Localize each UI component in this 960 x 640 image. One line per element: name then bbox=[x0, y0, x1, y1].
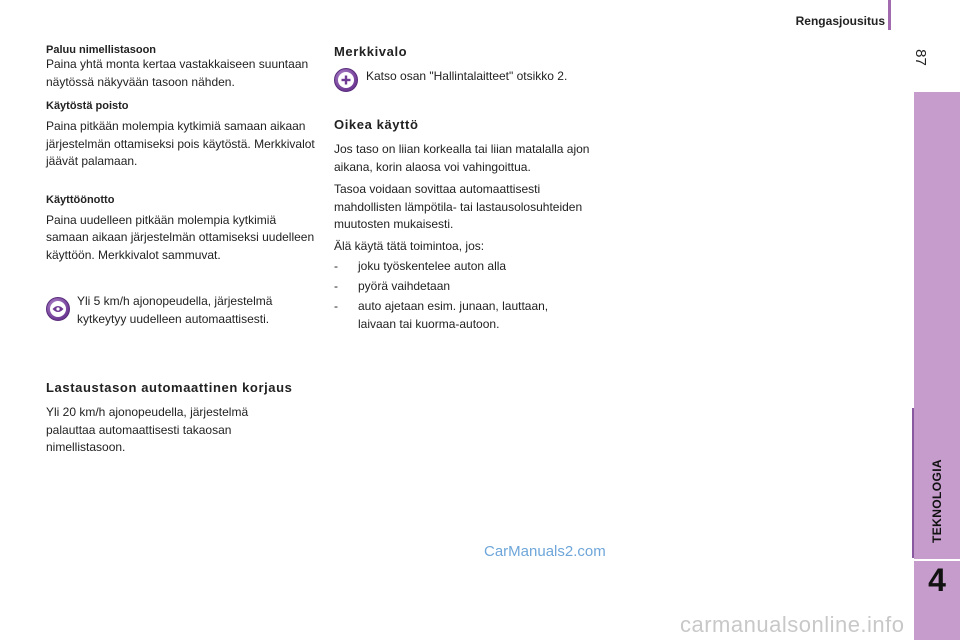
indicator-title: Merkkivalo bbox=[334, 44, 408, 59]
normal-level-text: Paina yhtä monta kertaa vastakkaiseen suuntaan näytössä näkyvään tasoon nähden. bbox=[46, 57, 309, 89]
indicator-section bbox=[334, 44, 614, 59]
enable-title: Käyttöönotto bbox=[46, 193, 115, 206]
chapter-sidebar bbox=[914, 92, 960, 640]
page-number: 87 bbox=[911, 48, 929, 66]
watermark-bottom: carmanualsonline.info bbox=[680, 612, 905, 637]
conditions-list bbox=[334, 257, 604, 333]
header-accent-bar bbox=[888, 0, 891, 30]
indicator-note bbox=[334, 68, 614, 92]
correct-use-para3: Älä käytä tätä toimintoa, jos: bbox=[334, 238, 485, 253]
indicator-text: Katso osan "Hallintalaitteet" otsikko 2. bbox=[366, 69, 568, 83]
eye-icon bbox=[46, 297, 70, 321]
disable-title: Käytöstä poisto bbox=[46, 100, 129, 112]
chapter-label: TEKNOLOGIA bbox=[930, 459, 944, 543]
auto-correction-section bbox=[46, 380, 326, 457]
sidebar-divider bbox=[912, 408, 914, 558]
running-header bbox=[760, 12, 885, 30]
correct-use-section bbox=[334, 117, 604, 333]
auto-correction-title: Lastaustason automaattinen korjaus bbox=[46, 380, 293, 395]
normal-level-title: Paluu nimellistasoon bbox=[46, 44, 157, 56]
sidebar-separator bbox=[914, 559, 960, 561]
correct-use-para1: Jos taso on liian korkealla tai liian matalalla ajon aikana, korin alaosa voi vahingoittua. bbox=[334, 142, 590, 174]
plus-icon bbox=[334, 68, 358, 92]
note-text: Yli 5 km/h ajonopeudella, järjestelmä kytkeytyy uudelleen automaattisesti. bbox=[77, 294, 273, 326]
chapter-number: 4 bbox=[928, 562, 946, 598]
watermark-center: CarManuals2.com bbox=[484, 543, 606, 560]
section-title: Rengasjousitus bbox=[795, 14, 885, 28]
left-column bbox=[46, 44, 316, 264]
correct-use-para2: Tasoa voidaan sovittaa automaattisesti mahdollisten lämpötila- tai lastausolosuhteiden muutosten mukaisesti. bbox=[334, 182, 583, 231]
list-item: - pyörä vaihdetaan bbox=[334, 279, 451, 293]
auto-correction-text: Yli 20 km/h ajonopeudella, järjestelmä palauttaa automaattisesti takaosan nimellistasoon. bbox=[46, 405, 249, 454]
enable-text: Paina uudelleen pitkään molempia kytkimiä samaan aikaan järjestelmän ottamiseksi uudelleen käyttöön. Merkkivalot sammuvat. bbox=[46, 212, 315, 262]
list-item: - joku työskentelee auton alla bbox=[334, 259, 507, 273]
note-box bbox=[46, 293, 316, 328]
correct-use-title: Oikea käyttö bbox=[334, 117, 419, 132]
list-item: - auto ajetaan esim. junaan, lauttaan, laivaan tai kuorma-autoon. bbox=[334, 299, 549, 331]
disable-text: Paina pitkään molempia kytkimiä samaan aikaan järjestelmän ottamiseksi pois käytöstä. Merkkivalot jäävät palamaan. bbox=[46, 119, 315, 168]
